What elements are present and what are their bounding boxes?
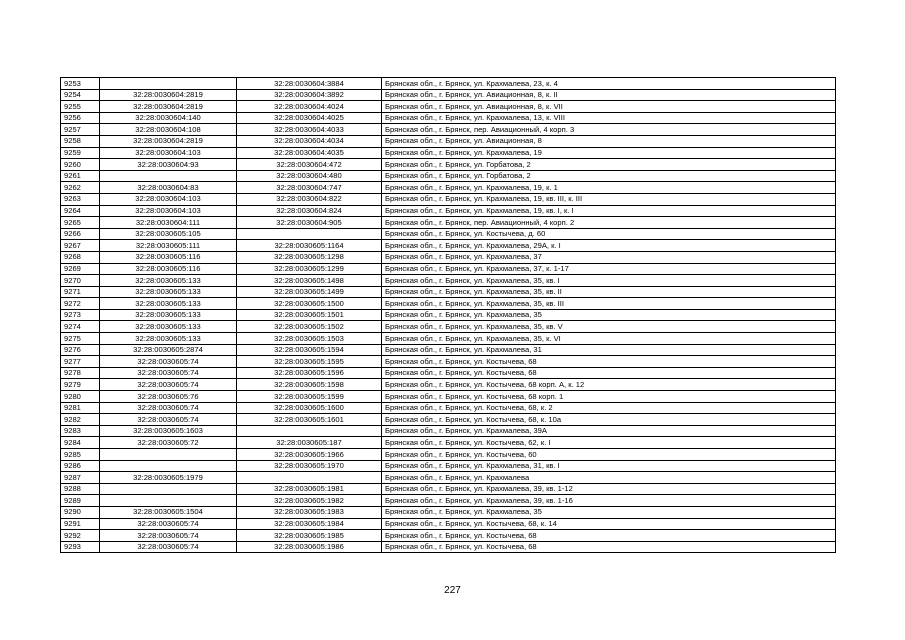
cadastral-number-cell: 32:28:0030605:105 [100,228,237,240]
address-cell: Брянская обл., г. Брянск, ул. Костычева, 68 [382,541,836,553]
cadastral-number-cell [100,483,237,495]
table-row [61,333,836,345]
row-number-cell: 9285 [61,449,100,461]
table-row [61,217,836,229]
address-cell: Брянская обл., г. Брянск, ул. Крахмалева, 23, к. 4 [382,78,836,90]
row-number-cell: 9278 [61,367,100,379]
table-row [61,275,836,287]
address-cell: Брянская обл., г. Брянск, ул. Горбатова, 2 [382,170,836,182]
cadastral-number-cell: 32:28:0030604:93 [100,159,237,171]
object-cadastral-number-cell: 32:28:0030604:4024 [237,101,382,113]
cadastral-number-cell: 32:28:0030604:103 [100,205,237,217]
table-row [61,460,836,472]
row-number-cell: 9272 [61,298,100,310]
address-cell: Брянская обл., г. Брянск, ул. Костычева, 60 [382,449,836,461]
object-cadastral-number-cell: 32:28:0030605:1499 [237,286,382,298]
table-row [61,437,836,449]
object-cadastral-number-cell [237,425,382,437]
object-cadastral-number-cell: 32:28:0030604:905 [237,217,382,229]
row-number-cell: 9265 [61,217,100,229]
table-row [61,391,836,403]
table-row [61,251,836,263]
table-row [61,518,836,530]
row-number-cell: 9282 [61,414,100,426]
registry-table [60,77,836,553]
cadastral-number-cell: 32:28:0030604:108 [100,124,237,136]
table-row [61,286,836,298]
object-cadastral-number-cell: 32:28:0030604:4025 [237,112,382,124]
row-number-cell: 9257 [61,124,100,136]
table-row [61,147,836,159]
object-cadastral-number-cell: 32:28:0030605:1984 [237,518,382,530]
cadastral-number-cell: 32:28:0030605:1603 [100,425,237,437]
row-number-cell: 9255 [61,101,100,113]
table-row [61,344,836,356]
cadastral-number-cell: 32:28:0030605:2874 [100,344,237,356]
address-cell: Брянская обл., г. Брянск, ул. Крахмалева, 19 [382,147,836,159]
table-row [61,193,836,205]
row-number-cell: 9279 [61,379,100,391]
table-row [61,159,836,171]
row-number-cell: 9256 [61,112,100,124]
object-cadastral-number-cell: 32:28:0030605:1983 [237,506,382,518]
row-number-cell: 9288 [61,483,100,495]
object-cadastral-number-cell: 32:28:0030605:1498 [237,275,382,287]
object-cadastral-number-cell: 32:28:0030605:1164 [237,240,382,252]
cadastral-number-cell: 32:28:0030604:83 [100,182,237,194]
table-row [61,101,836,113]
object-cadastral-number-cell: 32:28:0030605:1600 [237,402,382,414]
row-number-cell: 9289 [61,495,100,507]
address-cell: Брянская обл., г. Брянск, ул. Крахмалева, 35 [382,506,836,518]
cadastral-number-cell: 32:28:0030605:111 [100,240,237,252]
address-cell: Брянская обл., г. Брянск, пер. Авиационный, 4 корп. 2 [382,217,836,229]
object-cadastral-number-cell: 32:28:0030605:187 [237,437,382,449]
address-cell: Брянская обл., г. Брянск, ул. Костычева, 68 корп. А, к. 12 [382,379,836,391]
object-cadastral-number-cell: 32:28:0030605:1601 [237,414,382,426]
address-cell: Брянская обл., г. Брянск, ул. Крахмалева, 39, кв. 1-12 [382,483,836,495]
row-number-cell: 9271 [61,286,100,298]
cadastral-number-cell: 32:28:0030605:74 [100,367,237,379]
row-number-cell: 9290 [61,506,100,518]
address-cell: Брянская обл., г. Брянск, пер. Авиационный, 4 корп. 3 [382,124,836,136]
row-number-cell: 9270 [61,275,100,287]
registry-table-body [61,78,836,553]
cadastral-number-cell: 32:28:0030604:140 [100,112,237,124]
table-row [61,472,836,484]
table-row [61,170,836,182]
cadastral-number-cell: 32:28:0030604:103 [100,147,237,159]
object-cadastral-number-cell: 32:28:0030605:1598 [237,379,382,391]
address-cell: Брянская обл., г. Брянск, ул. Крахмалева, 35, кв. V [382,321,836,333]
row-number-cell: 9268 [61,251,100,263]
table-row [61,321,836,333]
row-number-cell: 9258 [61,135,100,147]
row-number-cell: 9292 [61,530,100,542]
table-row [61,240,836,252]
table-row [61,425,836,437]
cadastral-number-cell: 32:28:0030605:74 [100,356,237,368]
table-row [61,541,836,553]
object-cadastral-number-cell: 32:28:0030604:4033 [237,124,382,136]
object-cadastral-number-cell: 32:28:0030605:1299 [237,263,382,275]
row-number-cell: 9280 [61,391,100,403]
row-number-cell: 9267 [61,240,100,252]
table-row [61,367,836,379]
address-cell: Брянская обл., г. Брянск, ул. Крахмалева, 39, кв. 1-16 [382,495,836,507]
table-row [61,483,836,495]
address-cell: Брянская обл., г. Брянск, ул. Авиационная, 8, к. VII [382,101,836,113]
object-cadastral-number-cell: 32:28:0030605:1502 [237,321,382,333]
object-cadastral-number-cell: 32:28:0030604:824 [237,205,382,217]
address-cell: Брянская обл., г. Брянск, ул. Авиационная, 8, к. II [382,89,836,101]
table-row [61,506,836,518]
cadastral-number-cell: 32:28:0030605:72 [100,437,237,449]
address-cell: Брянская обл., г. Брянск, ул. Крахмалева, 31, кв. I [382,460,836,472]
table-row [61,112,836,124]
cadastral-number-cell [100,449,237,461]
row-number-cell: 9273 [61,309,100,321]
cadastral-number-cell: 32:28:0030605:116 [100,263,237,275]
address-cell: Брянская обл., г. Брянск, ул. Крахмалева, 39А [382,425,836,437]
address-cell: Брянская обл., г. Брянск, ул. Костычева, 68 корп. 1 [382,391,836,403]
cadastral-number-cell: 32:28:0030605:74 [100,402,237,414]
address-cell: Брянская обл., г. Брянск, ул. Костычева, 68 [382,530,836,542]
object-cadastral-number-cell: 32:28:0030604:822 [237,193,382,205]
cadastral-number-cell: 32:28:0030605:76 [100,391,237,403]
cadastral-number-cell: 32:28:0030605:133 [100,333,237,345]
row-number-cell: 9260 [61,159,100,171]
object-cadastral-number-cell: 32:28:0030604:472 [237,159,382,171]
cadastral-number-cell: 32:28:0030605:133 [100,321,237,333]
table-row [61,356,836,368]
cadastral-number-cell [100,170,237,182]
row-number-cell: 9283 [61,425,100,437]
address-cell: Брянская обл., г. Брянск, ул. Крахмалева, 37, к. 1-17 [382,263,836,275]
address-cell: Брянская обл., г. Брянск, ул. Костычева, 62, к. I [382,437,836,449]
object-cadastral-number-cell: 32:28:0030605:1970 [237,460,382,472]
address-cell: Брянская обл., г. Брянск, ул. Костычева, 68 [382,367,836,379]
row-number-cell: 9253 [61,78,100,90]
page-number: 227 [444,585,461,596]
address-cell: Брянская обл., г. Брянск, ул. Костычева, 68, к. 10а [382,414,836,426]
address-cell: Брянская обл., г. Брянск, ул. Крахмалева, 35, кв. II [382,286,836,298]
table-row [61,379,836,391]
row-number-cell: 9286 [61,460,100,472]
row-number-cell: 9287 [61,472,100,484]
cadastral-number-cell: 32:28:0030605:133 [100,309,237,321]
object-cadastral-number-cell: 32:28:0030605:1594 [237,344,382,356]
table-row [61,135,836,147]
cadastral-number-cell: 32:28:0030605:1979 [100,472,237,484]
object-cadastral-number-cell: 32:28:0030604:3892 [237,89,382,101]
table-row [61,78,836,90]
object-cadastral-number-cell: 32:28:0030604:480 [237,170,382,182]
table-row [61,182,836,194]
object-cadastral-number-cell: 32:28:0030605:1966 [237,449,382,461]
address-cell: Брянская обл., г. Брянск, ул. Костычева, 68 [382,356,836,368]
address-cell: Брянская обл., г. Брянск, ул. Крахмалева, 35 [382,309,836,321]
object-cadastral-number-cell: 32:28:0030605:1985 [237,530,382,542]
address-cell: Брянская обл., г. Брянск, ул. Крахмалева, 35, кв. III [382,298,836,310]
row-number-cell: 9277 [61,356,100,368]
table-row [61,402,836,414]
row-number-cell: 9263 [61,193,100,205]
row-number-cell: 9266 [61,228,100,240]
address-cell: Брянская обл., г. Брянск, ул. Крахмалева, 19, к. 1 [382,182,836,194]
table-row [61,124,836,136]
address-cell: Брянская обл., г. Брянск, ул. Крахмалева, 19, кв. III, к. III [382,193,836,205]
row-number-cell: 9293 [61,541,100,553]
address-cell: Брянская обл., г. Брянск, ул. Крахмалева, 13, к. VIII [382,112,836,124]
cadastral-number-cell: 32:28:0030604:111 [100,217,237,229]
address-cell: Брянская обл., г. Брянск, ул. Крахмалева, 19, кв. I, к. I [382,205,836,217]
row-number-cell: 9274 [61,321,100,333]
table-row [61,414,836,426]
object-cadastral-number-cell [237,228,382,240]
object-cadastral-number-cell: 32:28:0030605:1595 [237,356,382,368]
row-number-cell: 9284 [61,437,100,449]
object-cadastral-number-cell: 32:28:0030605:1596 [237,367,382,379]
cadastral-number-cell: 32:28:0030605:74 [100,518,237,530]
object-cadastral-number-cell: 32:28:0030605:1501 [237,309,382,321]
row-number-cell: 9276 [61,344,100,356]
address-cell: Брянская обл., г. Брянск, ул. Горбатова, 2 [382,159,836,171]
object-cadastral-number-cell: 32:28:0030605:1500 [237,298,382,310]
table-row [61,309,836,321]
row-number-cell: 9264 [61,205,100,217]
object-cadastral-number-cell: 32:28:0030605:1986 [237,541,382,553]
object-cadastral-number-cell: 32:28:0030605:1298 [237,251,382,263]
object-cadastral-number-cell: 32:28:0030605:1981 [237,483,382,495]
object-cadastral-number-cell: 32:28:0030605:1503 [237,333,382,345]
object-cadastral-number-cell: 32:28:0030605:1982 [237,495,382,507]
row-number-cell: 9262 [61,182,100,194]
cadastral-number-cell: 32:28:0030605:133 [100,298,237,310]
cadastral-number-cell: 32:28:0030604:103 [100,193,237,205]
address-cell: Брянская обл., г. Брянск, ул. Крахмалева, 37 [382,251,836,263]
row-number-cell: 9259 [61,147,100,159]
table-row [61,205,836,217]
cadastral-number-cell: 32:28:0030605:133 [100,286,237,298]
table-row [61,495,836,507]
address-cell: Брянская обл., г. Брянск, ул. Крахмалева [382,472,836,484]
cadastral-number-cell: 32:28:0030605:74 [100,530,237,542]
object-cadastral-number-cell: 32:28:0030604:4035 [237,147,382,159]
table-row [61,298,836,310]
cadastral-number-cell: 32:28:0030605:116 [100,251,237,263]
address-cell: Брянская обл., г. Брянск, ул. Авиационная, 8 [382,135,836,147]
row-number-cell: 9269 [61,263,100,275]
address-cell: Брянская обл., г. Брянск, ул. Крахмалева, 31 [382,344,836,356]
table-row [61,89,836,101]
cadastral-number-cell: 32:28:0030604:2819 [100,135,237,147]
object-cadastral-number-cell: 32:28:0030604:747 [237,182,382,194]
address-cell: Брянская обл., г. Брянск, ул. Костычева, д. 60 [382,228,836,240]
cadastral-number-cell [100,460,237,472]
cadastral-number-cell: 32:28:0030605:74 [100,414,237,426]
address-cell: Брянская обл., г. Брянск, ул. Крахмалева, 29А, к. I [382,240,836,252]
object-cadastral-number-cell: 32:28:0030605:1599 [237,391,382,403]
cadastral-number-cell: 32:28:0030605:1504 [100,506,237,518]
address-cell: Брянская обл., г. Брянск, ул. Костычева, 68, к. 2 [382,402,836,414]
cadastral-number-cell: 32:28:0030604:2819 [100,101,237,113]
table-row [61,228,836,240]
table-row [61,263,836,275]
object-cadastral-number-cell: 32:28:0030604:4034 [237,135,382,147]
cadastral-number-cell [100,78,237,90]
table-row [61,530,836,542]
row-number-cell: 9275 [61,333,100,345]
address-cell: Брянская обл., г. Брянск, ул. Крахмалева, 35, к. VI [382,333,836,345]
row-number-cell: 9291 [61,518,100,530]
row-number-cell: 9281 [61,402,100,414]
cadastral-number-cell: 32:28:0030605:74 [100,541,237,553]
object-cadastral-number-cell [237,472,382,484]
cadastral-number-cell: 32:28:0030605:74 [100,379,237,391]
cadastral-number-cell [100,495,237,507]
table-row [61,449,836,461]
row-number-cell: 9261 [61,170,100,182]
address-cell: Брянская обл., г. Брянск, ул. Крахмалева, 35, кв. I [382,275,836,287]
cadastral-number-cell: 32:28:0030604:2819 [100,89,237,101]
address-cell: Брянская обл., г. Брянск, ул. Костычева, 68, к. 14 [382,518,836,530]
cadastral-number-cell: 32:28:0030605:133 [100,275,237,287]
object-cadastral-number-cell: 32:28:0030604:3884 [237,78,382,90]
row-number-cell: 9254 [61,89,100,101]
